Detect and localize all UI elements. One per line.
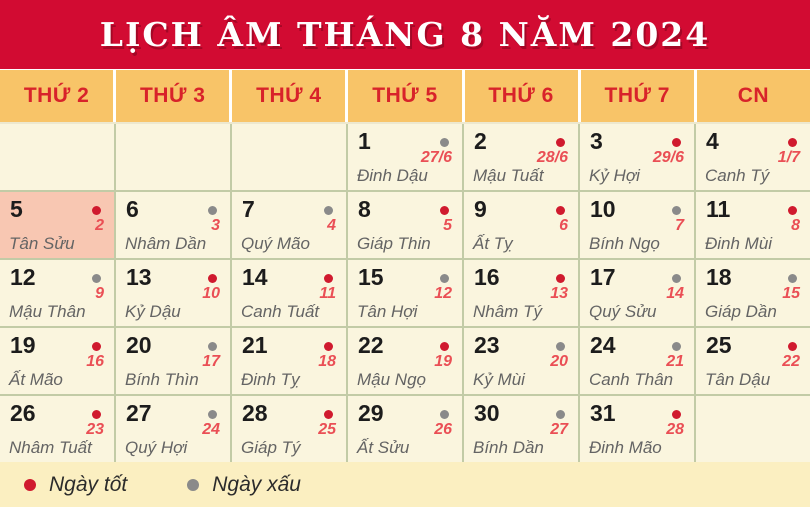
can-chi-name: Bính Ngọ [589, 234, 660, 253]
legend-label: Ngày xấu [212, 472, 301, 496]
solar-day-number: 27 [126, 400, 152, 426]
calendar-day-cell[interactable] [0, 328, 114, 394]
weekday-header: THỨ 2 [0, 70, 113, 122]
good-day-dot-icon [324, 410, 333, 419]
good-day-dot-icon [92, 342, 101, 351]
good-day-dot-icon [208, 274, 217, 283]
calendar-day-cell[interactable] [580, 124, 694, 190]
page-title: LỊCH ÂM THÁNG 8 NĂM 2024 [99, 15, 711, 54]
calendar-day-cell[interactable] [696, 192, 810, 258]
bad-day-dot-icon [556, 410, 565, 419]
bad-day-dot-icon [208, 342, 217, 351]
can-chi-name: Tân Sửu [9, 234, 75, 253]
can-chi-name: Đinh Tỵ [241, 370, 300, 389]
calendar-day-cell[interactable] [580, 328, 694, 394]
calendar-empty-cell [116, 124, 230, 190]
lunar-day-number: 17 [202, 353, 220, 370]
calendar-day-cell[interactable] [464, 396, 578, 462]
bad-day-dot-icon [556, 342, 565, 351]
solar-day-number: 25 [706, 332, 732, 358]
can-chi-name: Nhâm Tý [473, 302, 542, 321]
can-chi-name: Canh Tý [705, 166, 770, 185]
calendar-title-banner [0, 0, 810, 69]
weekday-header: THỨ 7 [581, 70, 694, 122]
lunar-day-number: 9 [95, 285, 104, 302]
legend [0, 462, 810, 507]
calendar-day-cell[interactable] [0, 192, 114, 258]
can-chi-name: Nhâm Dần [125, 234, 207, 253]
bad-day-dot-icon [672, 274, 681, 283]
calendar-empty-cell [0, 124, 114, 190]
calendar-day-cell[interactable] [0, 260, 114, 326]
good-day-dot-icon [672, 410, 681, 419]
can-chi-name: Bính Thìn [125, 370, 199, 389]
bad-day-dot-icon [672, 206, 681, 215]
lunar-day-number: 6 [559, 217, 568, 234]
can-chi-name: Quý Sửu [589, 302, 657, 321]
bad-day-dot-icon [208, 206, 217, 215]
lunar-day-number: 15 [782, 285, 800, 302]
can-chi-name: Ất Mão [9, 370, 63, 389]
solar-day-number: 14 [242, 264, 268, 290]
solar-day-number: 12 [10, 264, 36, 290]
lunar-day-number: 26 [434, 421, 452, 438]
good-day-dot-icon [440, 206, 449, 215]
calendar-day-cell[interactable] [696, 328, 810, 394]
lunar-day-number: 28/6 [536, 149, 568, 166]
solar-day-number: 9 [474, 196, 487, 222]
solar-day-number: 2 [474, 128, 487, 154]
calendar-day-cell[interactable] [580, 260, 694, 326]
lunar-day-number: 20 [550, 353, 568, 370]
lunar-day-number: 23 [86, 421, 104, 438]
calendar-grid [0, 122, 810, 462]
weekday-header: THỨ 3 [116, 70, 229, 122]
can-chi-name: Mậu Tuất [473, 166, 544, 185]
calendar-day-cell[interactable] [580, 396, 694, 462]
lunar-day-number: 25 [318, 421, 336, 438]
calendar-day-cell[interactable] [116, 396, 230, 462]
calendar-day-cell[interactable] [116, 260, 230, 326]
bad-day-dot-icon [440, 410, 449, 419]
can-chi-name: Quý Mão [241, 234, 310, 253]
solar-day-number: 31 [590, 400, 616, 426]
good-day-dot-icon [556, 274, 565, 283]
lunar-day-number: 27/6 [420, 149, 452, 166]
good-day-dot-icon [556, 206, 565, 215]
lunar-day-number: 3 [211, 217, 220, 234]
calendar-day-cell[interactable] [580, 192, 694, 258]
calendar-day-cell[interactable] [348, 328, 462, 394]
solar-day-number: 8 [358, 196, 371, 222]
legend-label: Ngày tốt [49, 472, 128, 496]
weekday-header: THỨ 4 [232, 70, 345, 122]
calendar-day-cell[interactable] [116, 328, 230, 394]
bad-day-dot-icon [208, 410, 217, 419]
calendar-day-cell[interactable] [116, 192, 230, 258]
can-chi-name: Ất Tỵ [473, 234, 513, 253]
solar-day-number: 11 [706, 196, 731, 222]
calendar-day-cell[interactable] [696, 260, 810, 326]
calendar-day-cell[interactable] [348, 124, 462, 190]
calendar-day-cell[interactable] [232, 260, 346, 326]
can-chi-name: Canh Thân [589, 370, 674, 389]
lunar-day-number: 21 [666, 353, 684, 370]
solar-day-number: 26 [10, 400, 36, 426]
lunar-day-number: 27 [550, 421, 568, 438]
lunar-day-number: 18 [318, 353, 336, 370]
calendar-empty-cell [232, 124, 346, 190]
lunar-day-number: 22 [782, 353, 800, 370]
bad-day-dot-icon [92, 274, 101, 283]
lunar-day-number: 24 [202, 421, 220, 438]
solar-day-number: 29 [358, 400, 384, 426]
weekday-header: THỨ 5 [348, 70, 461, 122]
can-chi-name: Tân Dậu [705, 370, 771, 389]
calendar-day-cell[interactable] [232, 192, 346, 258]
good-day-dot-icon [788, 206, 797, 215]
solar-day-number: 18 [706, 264, 732, 290]
legend-item [24, 473, 127, 497]
solar-day-number: 17 [590, 264, 616, 290]
lunar-day-number: 19 [434, 353, 452, 370]
lunar-day-number: 5 [443, 217, 452, 234]
lunar-day-number: 2 [95, 217, 104, 234]
can-chi-name: Nhâm Tuất [9, 438, 92, 457]
bad-day-dot-icon [672, 342, 681, 351]
bad-day-dot-icon [440, 138, 449, 147]
bad-day-dot-icon [324, 206, 333, 215]
can-chi-name: Kỷ Mùi [473, 370, 525, 389]
calendar-day-cell[interactable] [232, 328, 346, 394]
calendar-day-cell[interactable] [464, 124, 578, 190]
solar-day-number: 7 [242, 196, 255, 222]
lunar-day-number: 14 [666, 285, 684, 302]
can-chi-name: Đinh Mão [589, 438, 662, 457]
good-day-dot-icon [440, 342, 449, 351]
can-chi-name: Giáp Dần [705, 302, 777, 321]
solar-day-number: 21 [242, 332, 268, 358]
can-chi-name: Kỷ Dậu [125, 302, 181, 321]
lunar-day-number: 8 [791, 217, 800, 234]
solar-day-number: 3 [590, 128, 603, 154]
solar-day-number: 4 [706, 128, 719, 154]
can-chi-name: Tân Hợi [357, 302, 418, 321]
solar-day-number: 6 [126, 196, 139, 222]
solar-day-number: 22 [358, 332, 384, 358]
weekday-header: CN [697, 70, 810, 122]
good-day-dot-icon [788, 342, 797, 351]
lunar-day-number: 10 [202, 285, 220, 302]
can-chi-name: Mậu Thân [9, 302, 86, 321]
good-day-dot-icon [556, 138, 565, 147]
can-chi-name: Giáp Thin [357, 234, 431, 253]
can-chi-name: Canh Tuất [241, 302, 320, 321]
weekday-header-row [0, 69, 810, 122]
lunar-day-number: 4 [327, 217, 336, 234]
solar-day-number: 24 [590, 332, 616, 358]
calendar-day-cell[interactable] [696, 124, 810, 190]
solar-day-number: 15 [358, 264, 384, 290]
calendar-day-cell[interactable] [464, 192, 578, 258]
can-chi-name: Bính Dần [473, 438, 544, 457]
solar-day-number: 10 [590, 196, 616, 222]
can-chi-name: Kỷ Hợi [589, 166, 640, 185]
lunar-day-number: 12 [434, 285, 452, 302]
calendar-day-cell[interactable] [232, 396, 346, 462]
lunar-day-number: 28 [666, 421, 684, 438]
lunar-day-number: 29/6 [652, 149, 684, 166]
can-chi-name: Mậu Ngọ [357, 370, 426, 389]
legend-item [187, 473, 301, 497]
bad-day-dot-icon [788, 274, 797, 283]
calendar-day-cell[interactable] [464, 328, 578, 394]
calendar-day-cell[interactable] [348, 396, 462, 462]
solar-day-number: 13 [126, 264, 152, 290]
solar-day-number: 23 [474, 332, 500, 358]
bad-day-dot-icon [440, 274, 449, 283]
weekday-header: THỨ 6 [465, 70, 578, 122]
lunar-day-number: 11 [319, 285, 336, 302]
solar-day-number: 28 [242, 400, 268, 426]
solar-day-number: 5 [10, 196, 23, 222]
lunar-day-number: 16 [86, 353, 104, 370]
solar-day-number: 16 [474, 264, 500, 290]
good-day-dot-icon [788, 138, 797, 147]
calendar-day-cell[interactable] [464, 260, 578, 326]
can-chi-name: Giáp Tý [241, 438, 301, 457]
good-day-dot-icon [92, 410, 101, 419]
bad-day-dot-icon [187, 479, 199, 491]
good-day-dot-icon [672, 138, 681, 147]
good-day-dot-icon [324, 274, 333, 283]
can-chi-name: Đinh Dậu [357, 166, 428, 185]
solar-day-number: 19 [10, 332, 36, 358]
solar-day-number: 20 [126, 332, 152, 358]
lunar-day-number: 1/7 [777, 149, 800, 166]
can-chi-name: Đinh Mùi [705, 234, 773, 253]
can-chi-name: Quý Hợi [125, 438, 188, 457]
can-chi-name: Ất Sửu [357, 438, 410, 457]
calendar-day-cell[interactable] [348, 260, 462, 326]
solar-day-number: 30 [474, 400, 500, 426]
lunar-day-number: 13 [550, 285, 568, 302]
good-day-dot-icon [92, 206, 101, 215]
lunar-day-number: 7 [675, 217, 684, 234]
calendar-empty-cell [696, 396, 810, 462]
calendar-day-cell[interactable] [0, 396, 114, 462]
good-day-dot-icon [324, 342, 333, 351]
good-day-dot-icon [24, 479, 36, 491]
calendar-day-cell[interactable] [348, 192, 462, 258]
solar-day-number: 1 [358, 128, 371, 154]
